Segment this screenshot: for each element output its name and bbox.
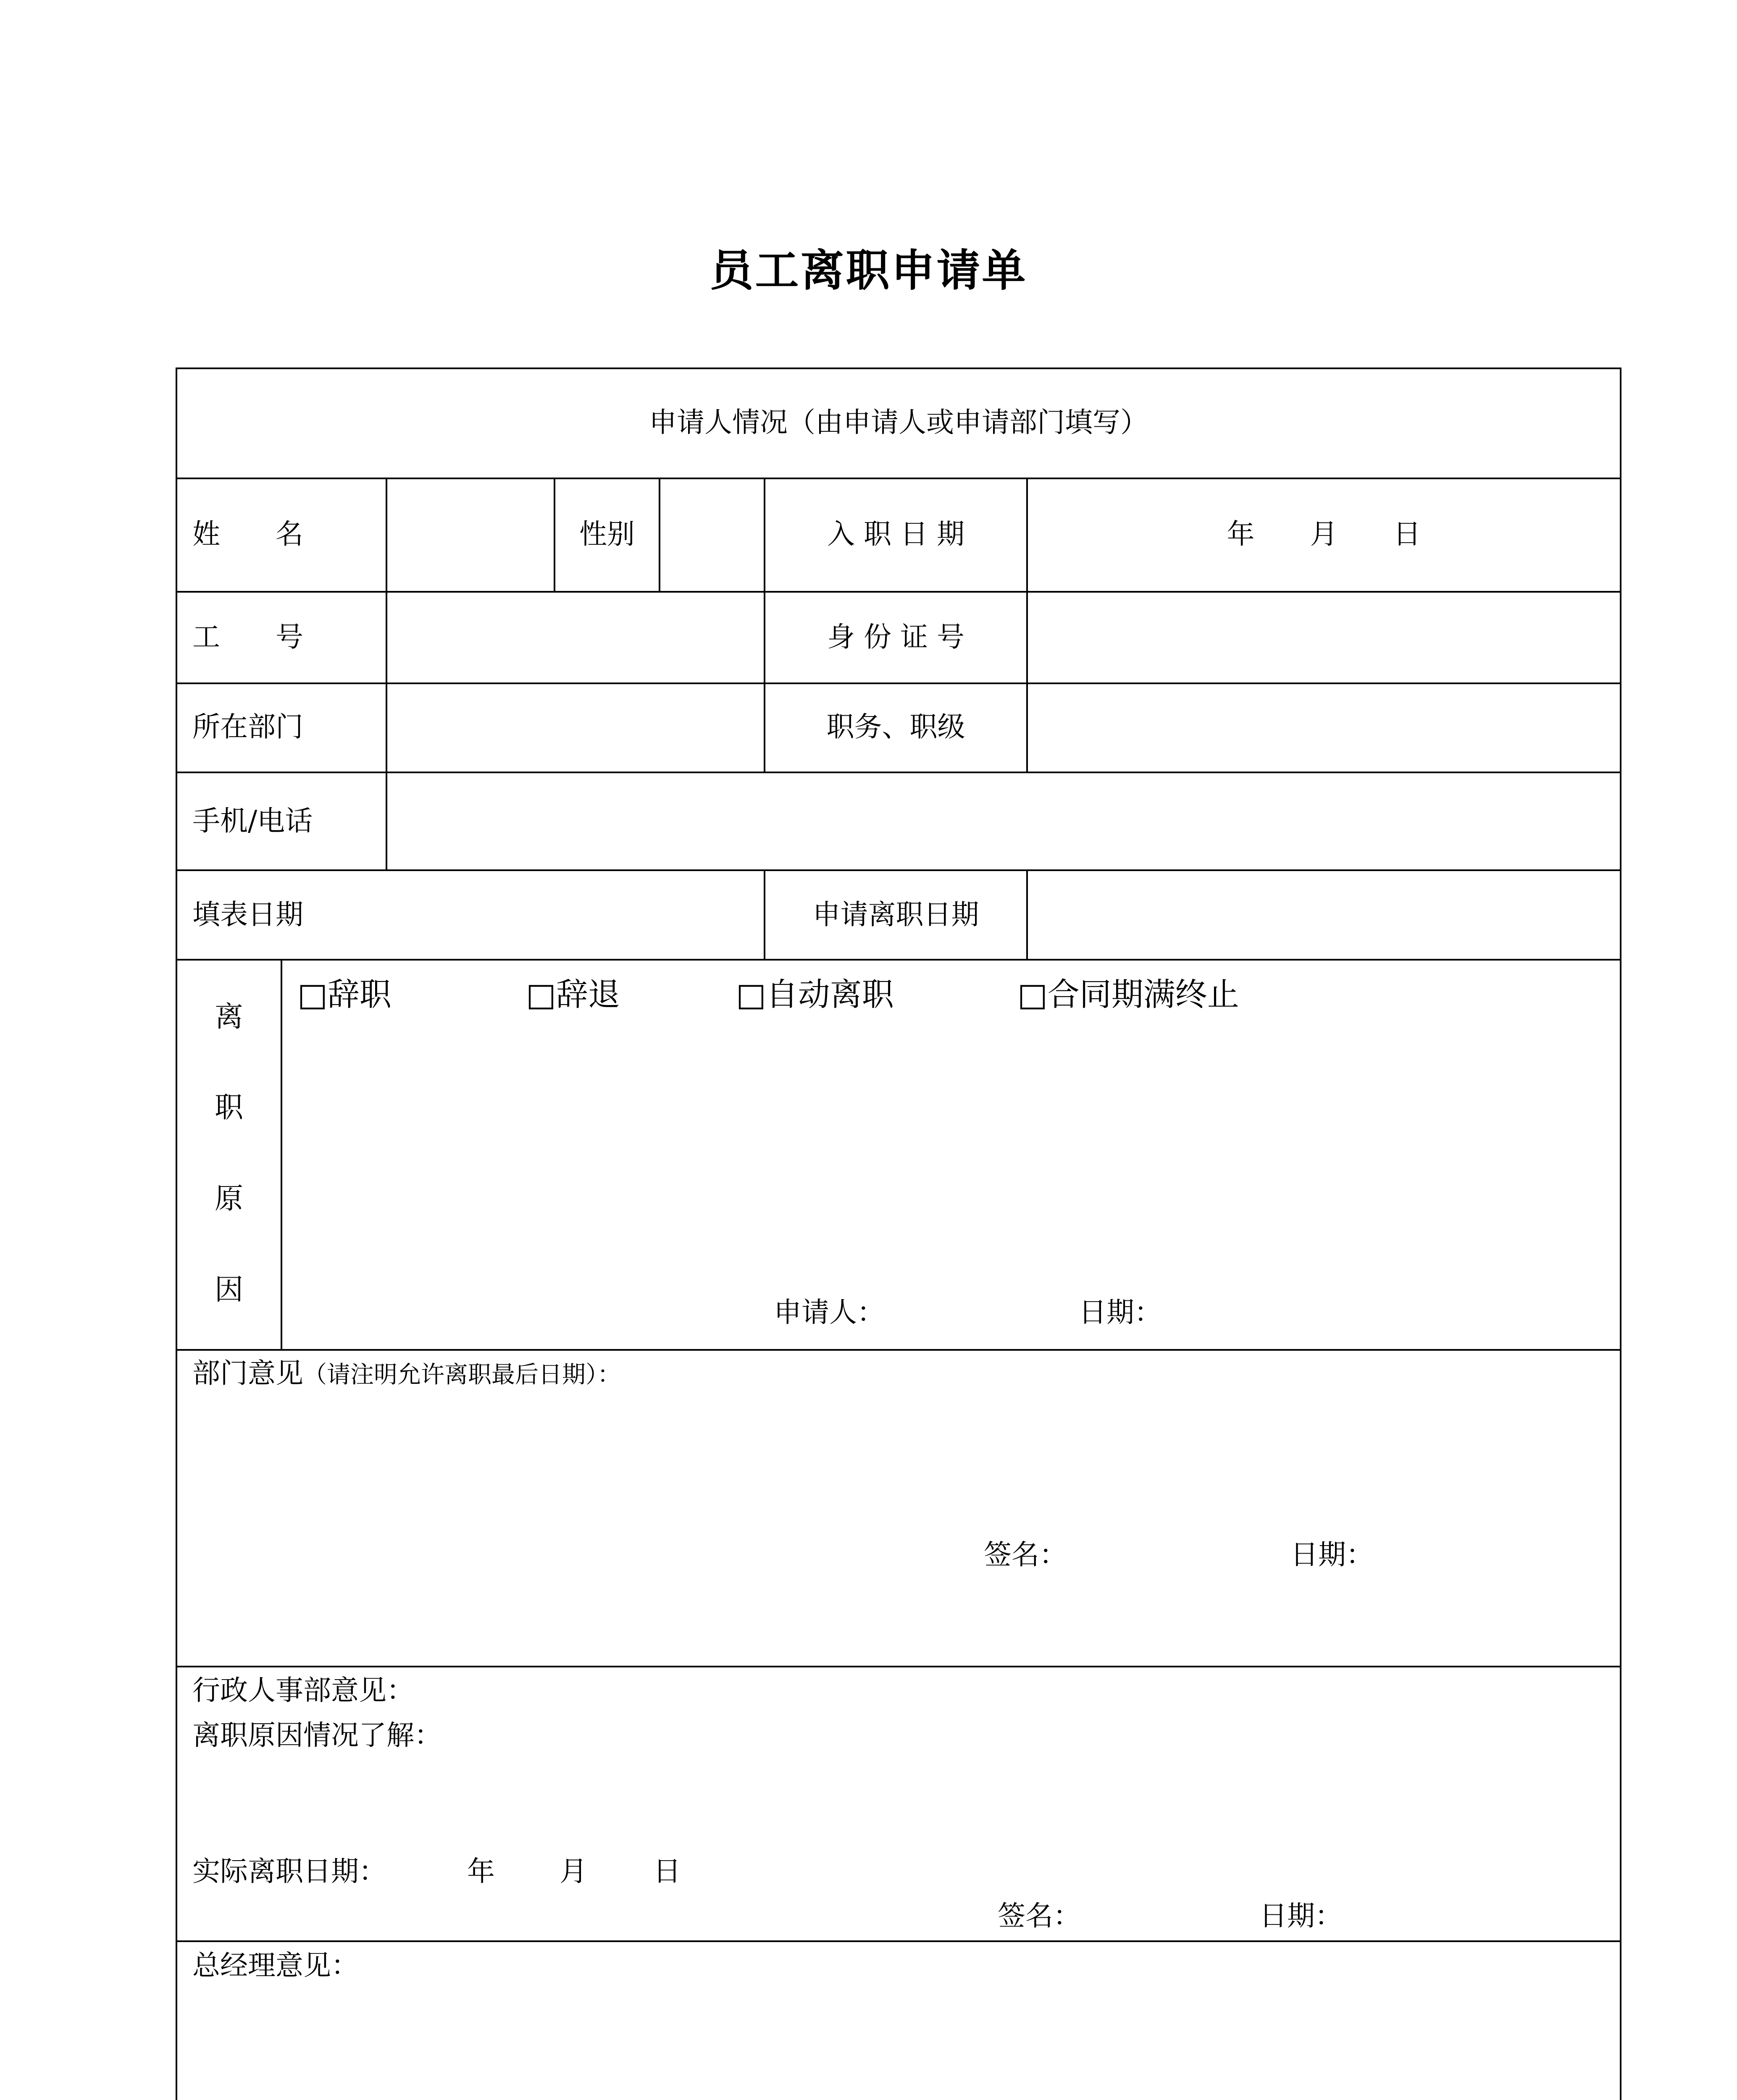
row-divider [176,1349,1621,1351]
position-label: 职务、职级 [826,711,965,743]
department-label: 所在部门 [192,711,303,743]
fill-date-label: 填表日期 [192,898,303,931]
hr-sign-label: 签名： [998,1900,1081,1932]
option-resign-checkbox[interactable]: □辞职 [297,976,392,1013]
hire-date-field[interactable]: 年 月 日 [1227,518,1421,550]
hr-opinion-label: 行政人事部意见： [192,1674,414,1706]
applicant-date-label: 日期： [1079,1296,1162,1328]
row-divider [176,1666,1621,1667]
option-absent-checkbox[interactable]: □自动离职 [736,976,894,1013]
border-top [176,368,1621,369]
reason-label-char: 职 [214,1091,243,1124]
id-no-label: 身 份 证 号 [827,621,964,653]
id-no-field[interactable] [1028,593,1620,682]
actual-date-day: 日 [653,1855,681,1887]
applicant-sign-label: 申请人： [774,1296,885,1328]
reason-label-char: 因 [214,1273,243,1307]
hire-date-label: 入 职 日 期 [827,518,964,550]
employee-no-label: 工 号 [192,621,303,653]
name-label: 姓 名 [192,518,303,550]
resign-date-field[interactable] [1028,871,1620,959]
dept-date-label: 日期： [1290,1538,1374,1571]
hr-date-label: 日期： [1259,1900,1343,1932]
phone-label: 手机/电话 [192,805,313,837]
dept-opinion-note: （请注明允许离职最后日期）： [303,1361,621,1389]
gender-label: 性别 [579,518,635,550]
border-left [176,368,177,2100]
resign-date-label: 申请离职日期 [812,898,979,931]
fill-date-field[interactable] [387,871,764,959]
actual-date-month: 月 [560,1855,587,1887]
gm-opinion-label: 总经理意见： [192,1949,359,1982]
row-divider [176,1940,1621,1942]
reason-label-char: 原 [214,1182,243,1215]
page-title: 员工离职申请单 [710,244,1027,296]
gender-field[interactable] [660,479,764,591]
option-contract-end-checkbox[interactable]: □合同期满终止 [1017,976,1239,1013]
dept-opinion-title: 部门意见 [192,1357,303,1389]
phone-field[interactable] [387,773,1620,869]
option-dismiss-checkbox[interactable]: □辞退 [526,976,620,1013]
col-divider [281,959,282,1351]
row-divider [176,959,1621,961]
actual-date-label: 实际离职日期： [192,1855,386,1887]
dept-opinion-label [192,1357,621,1392]
section-header: 申请人情况（由申请人或申请部门填写） [649,406,1148,438]
employee-no-field[interactable] [387,593,764,682]
reason-label-char: 离 [214,1000,243,1034]
border-right [1620,368,1621,2100]
dept-sign-label: 签名： [984,1538,1067,1571]
hr-reason-label: 离职原因情况了解： [192,1719,442,1751]
name-field[interactable] [387,479,554,591]
actual-date-year: 年 [467,1855,495,1887]
position-field[interactable] [1028,684,1620,772]
department-field[interactable] [387,684,764,772]
